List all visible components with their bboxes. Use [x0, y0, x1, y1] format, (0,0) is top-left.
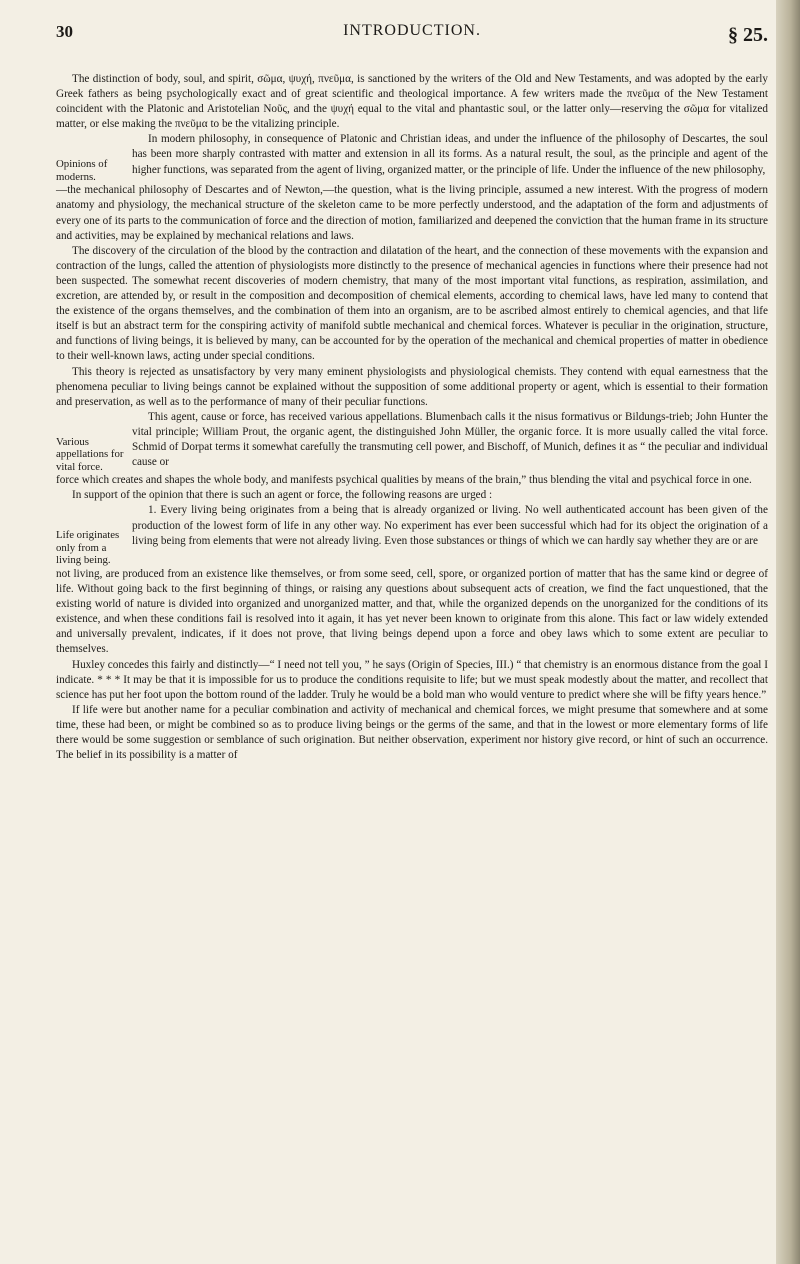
margin-note-appellations: Various appellations for vital force.: [56, 435, 124, 473]
paragraph: In modern philosophy, in consequence of Platonic and Christian ideas, and under the influence of the philosophy of Descartes, the soul has been more sharply contrasted with matter and extension in all its forms. As a natural result, the soul, as the principle and agent of the higher functions, was separated from the agent of living, organized matter, or the principle of life. Under the influence of the new philosophy,: [132, 133, 768, 176]
paragraph: The discovery of the circulation of the blood by the contraction and dilatation of the heart, and the connection of these movements with the expansion and contraction of the lungs, called the attention of physiologists more distinctly to the presence of mechanical agencies in functions where their presence had not been suspected. The somewhat recent discoveries of modern chemistry, that many of the most important vital functions, as respiration, assimilation, and excretion, are attended by, or result in the composition and decomposition of chemical elements, according to chemical laws, have led many to contend that the existence of the organs themselves, and the combination of them into an organism, are to be ascribed almost entirely to chemical agencies, and that life itself is but an abstract term for the conspiring activity of manifold subtle mechanical and chemical forces. Whatever is peculiar in the origination, structure, and functions of living beings, it is believed by many, can be accounted for by the operation of the mechanical and chemical properties of matter in obedience to their well-known laws, acting under special conditions.: [56, 244, 768, 363]
page-number: 30: [56, 22, 73, 41]
margin-block-life: [56, 503, 768, 567]
paragraph: This agent, cause or force, has received various appellations. Blumenbach calls it the nisus formativus or Bildungs-trieb; John Hunter the vital principle; William Prout, the organic agent, the distinguished John Müller, the organic force. It is more usually called the vital force. Schmid of Dorpat terms it somewhat carefully the transmuting cell power, and Bischoff, of Munich, defines it as “ the peculiar and individual cause or: [132, 410, 768, 469]
paragraph: The distinction of body, soul, and spirit, σῶμα, ψυχή, πνεῦμα, is sanctioned by the writers of the Old and New Testaments, and was adopted by the early Greek fathers as being psychologically exact and of great scientific and theological importance. A few writers made the πνεῦμα of the New Testament coincident with the Platonic and Aristotelian Νοῦς, and the ψυχή equal to the vital and phantastic soul, or the latter only—reserving the σῶμα for vitalized matter, or else making the πνεῦμα to be the vitalizing principle.: [56, 73, 768, 131]
paragraph: 1. Every living being originates from a being that is already organized or living. No well authenticated account has been given of the production of the lowest form of life in any other way. No experiment has ever been successful which had for its object the origination of a living being from elements that were not already living. Even those substances or things of which we can hardly say whether they are or are: [132, 504, 768, 547]
paragraph: Huxley concedes this fairly and distinctly—“ I need not tell you, ” he says (Origin of Species, III.) “ that chemistry is an enormous distance from the goal I indicate. * * * It may be that it is impossible for us to produce the conditions requisite to life; but we must speak modestly about the matter, and recollect that science has put her foot upon the bottom round of the ladder. Truly he would be a bold man who would venture to predict where she will be fifty years hence.”: [56, 658, 768, 701]
paragraph: This theory is rejected as unsatisfactory by very many eminent physiologists and physiological chemists. They contend with equal earnestness that the phenomena peculiar to living beings cannot be explained without the supposition of some additional property or agent, which is essential to their formation and preservation, as well as to the performance of many of their peculiar functions.: [56, 365, 768, 408]
page-edge: [776, 0, 800, 1264]
paragraph: In support of the opinion that there is such an agent or force, the following reasons are urged :: [72, 489, 493, 502]
margin-note-moderns: Opinions of moderns.: [56, 158, 108, 183]
margin-note-life: Life originates only from a living being.: [56, 529, 120, 567]
section-number: § 25.: [728, 24, 768, 46]
paragraph: If life were but another name for a peculiar combination and activity of mechanical and chemical forces, we might presume that somewhere and at some time, these had been, or might be combined so as to produce living beings or the germs of the same, and that in the lowest or more elementary forms of life there would be some suggestion or semblance of such origination. But neither observation, experiment nor history give record, or hint of such an occurrence. The belief in its possibility is a matter of: [56, 703, 768, 762]
margin-block-moderns: [56, 132, 768, 183]
paragraph: —the mechanical philosophy of Descartes and of Newton,—the question, what is the living principle, assumed a new interest. With the progress of modern anatomy and physiology, the mechanical structure of the skeleton came to be more perfectly understood, and the adaptation of the form and adjustments of every one of its parts to the communication of force and the direction of motion, familiarized and deepened the conviction that the human frame in its structure and activities, may be explained by mechanical relations and laws.: [56, 184, 768, 242]
paragraph: not living, are produced from an existence like themselves, or from some seed, cell, spore, or organized portion of matter that has the same kind or degree of life. Without going back to the first beginning of things, or raising any questions about subsequent acts of creation, we find the fact unquestioned, that the existing world of nature is divided into organized and unorganized matter, and that, while the organized depends on the unorganized for the conditions of its existence, and when these conditions fail is resolved into it again, it has yet never been known to originate from this alone. This fact or law widely extended and universally prevalent, indicates, if it does not prove, that living beings depend upon a force and obey laws which to some extent are peculiar to themselves.: [56, 567, 768, 656]
margin-block-appellations: [56, 410, 768, 474]
running-header: [56, 18, 768, 46]
running-title: INTRODUCTION.: [343, 22, 481, 39]
body-text: [56, 72, 768, 763]
paragraph: force which creates and shapes the whole body, and manifests psychical qualities by means of the brain,” thus blending the vital and psychical force in one.: [56, 474, 752, 487]
